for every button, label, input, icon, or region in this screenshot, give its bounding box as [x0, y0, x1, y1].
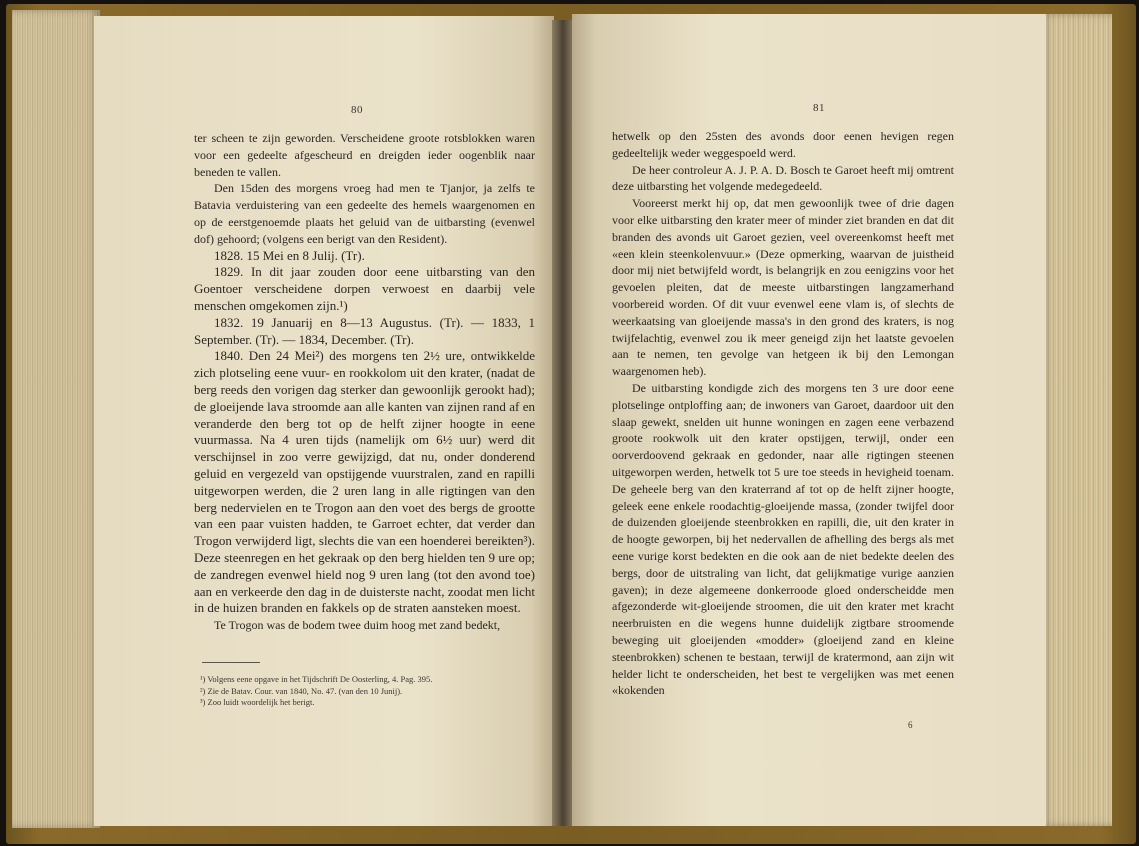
left-page-body: [194, 130, 535, 634]
paragraph: Vooreerst merkt hij op, dat men gewoonlijk twee of drie dagen voor elke uitbarsting den krater meer of minder ziet branden en dat dit branden des avonds uit Garoet gezien, veel overeenkomst heeft met «een klein steenkolenvuur.» (Deze opmerking, waarvan de juistheid door mij niet betwijfeld wordt, is belangrijk en zou eenigzins voor het gevoelen pleiten, dat de meeste uitbarstingen langzamerhand voorbereid worden. Of dit vuur evenwel eene vlam is, of slechts de weerkaatsing van gloeijende massa's in den grond des kraters, is nog twijfelachtig, evenwel zou ik meer geneigd zijn het laatste gevoelen aan te nemen, ten gevolge van hetgeen ik bij den Lemongan waargenomen heb).: [612, 196, 954, 379]
paragraph: De uitbarsting kondigde zich des morgens ten 3 ure door eene plotselinge ontploffing aan; de inwoners van Garoet, daardoor uit den slaap gewekt, snelden uit hunne woningen en zagen eene verbazend groote rookwolk uit den krater opstijgen, terwijl, onder een oorverdoovend gekraak en gedonder, naar alle rigtingen steenen uitgeworpen werden, hetwelk tot 5 ure toe steeds in hevigheid toenam. De geheele berg van den kraterrand af tot op de helft zijner hoogte, geleek eene enkele roodachtig-gloeijende massa, (zonder twijfel door de duizenden gloeijende steenbrokken en rapilli, die, uit den krater in de hoogte geworpen, bij het nedervallen de afhelling des bergs als met eene vurige korst bedekten en die ook aan de niet bedekte deelen des bergs, door de uitstraling van licht, dat gelijkmatige vurige aanzien gaven); in deze algemeene donkerroode gloed onderscheidde men afgezonderde wit-gloeijende stroomen, die uit den krater met kracht neerbruisten en die wegens hunne duidelijk zigtbare stroomende beweging uit gloeijenden «modder» (gloeijend zand en kleine steenbrokken) schenen te bestaan, terwijl de kratermond, aan zijn wit helder licht te onderscheiden, het best te vergelijken was met eenen «kokenden: [612, 380, 954, 698]
right-page: [572, 14, 1046, 826]
right-page-body: [612, 128, 954, 718]
paragraph: Den 15den des morgens vroeg had men te Tjanjor, ja zelfs te Batavia verduistering van een gedeelte des hemels waargenomen en op de eerstgenoemde plaats het geluid van de uitbarsting (evenwel dof) gehoord; (volgens een berigt van den Resident).: [194, 181, 535, 246]
left-page: [94, 16, 554, 826]
footnote: ²) Zie de Batav. Cour. van 1840, No. 47. (van den 10 Junij).: [200, 685, 403, 696]
left-page-edges: [12, 10, 100, 828]
paragraph: ter scheen te zijn geworden. Verscheidene groote rotsblokken waren voor een gedeelte afgescheurd en dreigden ieder oogenblik naar beneden te vallen.: [194, 131, 535, 179]
paragraph: hetwelk op den 25sten des avonds door eenen hevigen regen gedeeltelijk weder weggespoeld werd.: [612, 129, 954, 160]
paragraph: De heer controleur A. J. P. A. D. Bosch te Garoet heeft mij omtrent deze uitbarsting het volgende medegedeeld.: [612, 162, 954, 194]
right-page-number: 81: [813, 102, 825, 114]
footnote: ³) Zoo luidt woordelijk het berigt.: [200, 697, 315, 707]
paragraph: 1829. In dit jaar zouden door eene uitbarsting van den Goentoer verscheidene dorpen verwoest en daarbij vele menschen omgekomen zijn.¹): [194, 264, 535, 313]
book-gutter: [552, 20, 574, 826]
right-page-edges: [1040, 14, 1112, 826]
paragraph: 1840. Den 24 Mei²) des morgens ten 2½ ure, ontwikkelde zich plotseling eene vuur- en rookkolom uit den krater, (nadat de berg reeds den vorigen dag sterker dan gewoonlijk gerookt had); de gloeijende lava stroomde aan alle kanten van zijnen rand af en veranderde den berg tot op de helft zijner hoogte in eene vuurmassa. Na 4 uren tijds (namelijk om 6½ uur) werd dit verschijnsel in zoo verre gewijzigd, dat nu, onder donderend geluid en vergezeld van opstijgende vuurstralen, zand en rapilli uitgeworpen werden, die 2 uren lang in alle rigtingen van den berg nedervielen en te Trogon aan den voet des bergs de grootte van een paar vuisten hadden, te Garroet echter, dat verder dan Trogon verwijderd ligt, slechts die van een hoenderei bereikten³). Deze steenregen en het gekraak op den berg hielden ten 9 ure op; de zandregen evenwel hield nog 9 uren lang (tot den avond toe) aan en verkeerde den dag in de duisterste nacht, zoodat men licht in de huizen branden en fakkels op de straten aansteken moest.: [194, 348, 535, 616]
left-page-number: 80: [351, 104, 363, 116]
footnote-rule: [202, 662, 260, 663]
paragraph: 1832. 19 Januarij en 8—13 Augustus. (Tr). — 1833, 1 September. (Tr). — 1834, December. (Tr).: [194, 314, 535, 347]
paragraph: 1828. 15 Mei en 8 Julij. (Tr).: [214, 247, 365, 263]
paragraph: Te Trogon was de bodem twee duim hoog met zand bedekt,: [214, 618, 501, 633]
footnote: ¹) Volgens eene opgave in het Tijdschrift De Oosterling, 4. Pag. 395.: [200, 674, 433, 684]
signature-mark: 6: [908, 720, 913, 730]
left-footnotes: [200, 674, 530, 709]
